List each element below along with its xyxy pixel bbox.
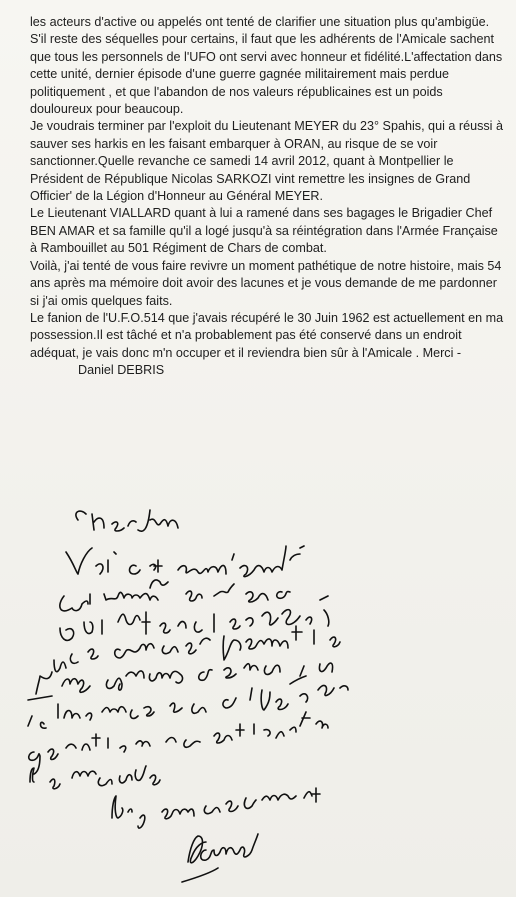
paragraph-5: Voilà, j'ai tenté de vous faire revivre un moment pathétique de notre histoire, mais 54 ans après ma mémoire doit avoir des lacunes et je vous demande de me pardonner si j'ai omis quelques faits. [30, 258, 502, 308]
paragraph-2: S'il reste des séquelles pour certains, il faut que les adhérents de l'Amicale sachent que tous les personnels de l'UFO ont servi avec honneur et fidélité.L'affectation dans cette unité, dernier épisode d'une guerre gagnée militairement mais perdue politiquement , et que l'abandon de nos valeurs républicaines est un poids douloureux pour beaucoup. [30, 32, 503, 117]
hand-line-5 [54, 626, 340, 672]
paragraph-3: Je voudrais terminer par l'exploit du Lieutenant MEYER du 23° Spahis, qui a réussi à sauver ses harkis en les faisant embarquer à ORAN, au risque de se voir sanctionner.Quelle revanche ce samedi 14 avril 2012, quant à Montpellier le Président de République Nicolas SARKOZI vint remettre les insignes de Grand Officier' de la Légion d'Honneur au Général MEYER. [30, 119, 503, 204]
hand-line-6 [28, 663, 333, 700]
hand-line-10 [112, 788, 320, 828]
hand-line-1 [76, 510, 178, 531]
hand-line-9 [30, 766, 160, 789]
hand-signature [182, 834, 258, 882]
hand-line-7 [28, 686, 348, 729]
hand-line-8 [29, 712, 328, 774]
paragraph-4: Le Lieutenant VIALLARD quant à lui a ramené dans ses bagages le Brigadier Chef BEN AMAR et sa famille qu'il a logé jusqu'à sa réintégration dans l'Armée Française à Rambouillet au 501 Régiment de Chars de combat. [30, 206, 498, 256]
hand-line-3 [60, 580, 290, 611]
typed-signature: Daniel DEBRIS [78, 363, 165, 378]
hand-line-2 [66, 546, 304, 577]
paragraph-6-text: Le fanion de l'U.F.O.514 que j'avais récupéré le 30 Juin 1962 est actuellement en ma possession.Il est tâché et n'a probablement pas été conservé dans un endroit adéquat, je vais donc m'n occuper et il reviendra bien sûr à l'Amicale . Merci - [30, 310, 504, 360]
paragraph-1: les acteurs d'active ou appelés ont tenté de clarifier une situation plus qu'ambigüe. [30, 15, 490, 29]
hand-line-4 [60, 596, 329, 640]
